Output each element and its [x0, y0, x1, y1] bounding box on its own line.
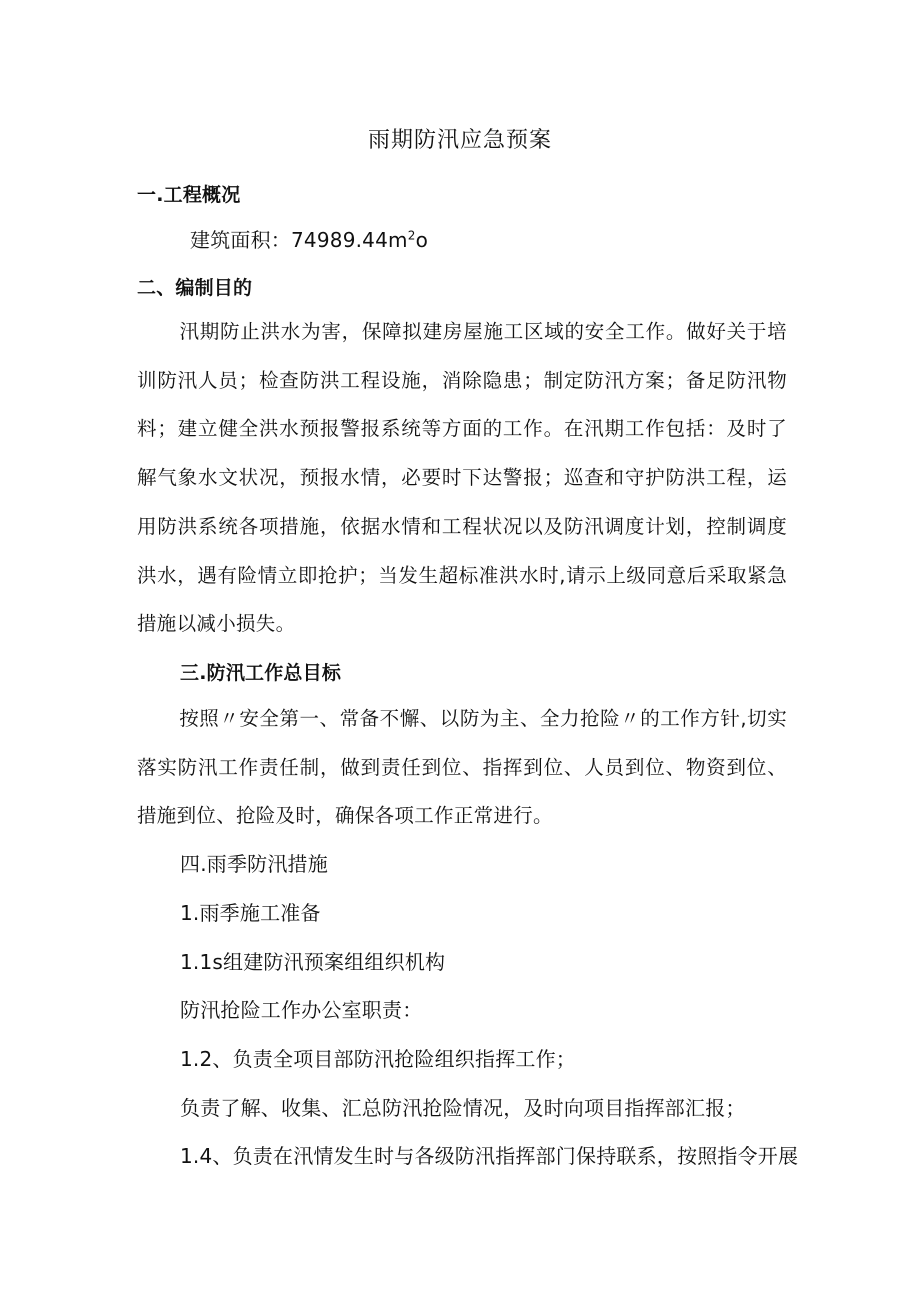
document-title: 雨期防汛应急预案 — [367, 128, 552, 153]
section-3-heading: 三.防汛工作总目标 — [180, 662, 342, 684]
building-area-suffix: o — [415, 228, 428, 252]
building-area-text: 建筑面积：74989.44m — [190, 228, 408, 252]
section-2-paragraph — [137, 308, 787, 649]
duty-item-1-4: 1.4、负责在汛情发生时与各级防汛指挥部门保持联系，按照指令开展 — [180, 1144, 799, 1168]
section-4-heading: 四.雨季防汛措施 — [180, 852, 328, 876]
duty-item-1-2: 1.2、负责全项目部防汛抢险组织指挥工作； — [180, 1047, 577, 1071]
building-area-superscript: 2 — [407, 228, 416, 243]
duty-item-info: 负责了解、收集、汇总防汛抢险情况，及时向项目指挥部汇报； — [180, 1096, 746, 1120]
section-3-text: 按照〃安全第一、常备不懈、以防为主、全力抢险〃的工作方针,切实落实防汛工作责任制，做到责任到位、指挥到位、人员到位、物资到位、措施到位、抢险及时，确保各项工作正常进行。 — [137, 707, 787, 828]
subsection-1-1-heading: 1.1s组建防汛预案组组织机构 — [180, 950, 446, 974]
section-2-text: 汛期防止洪水为害，保障拟建房屋施工区域的安全工作。做好关于培训防汛人员；检查防洪工程设施，消除隐患；制定防汛方案；备足防汛物料；建立健全洪水预报警报系统等方面的工作。在汛期工作包括：及时了解气象水文状况，预报水情，必要时下达警报；巡查和守护防洪工程，运用防洪系统各项措施，依据水情和工程状况以及防汛调度计划，控制调度洪水，遇有险情立即抢护；当发生超标准洪水时,请示上级同意后采取紧急措施以减小损失。 — [137, 320, 787, 636]
section-1-heading: 一.工程概况 — [137, 184, 241, 206]
section-2-heading: 二、编制目的 — [137, 277, 253, 299]
building-area-line — [190, 226, 428, 254]
subsection-1-heading: 1.雨季施工准备 — [180, 901, 321, 925]
section-3-paragraph — [137, 695, 787, 841]
office-duties-heading: 防汛抢险工作办公室职责： — [180, 998, 423, 1022]
